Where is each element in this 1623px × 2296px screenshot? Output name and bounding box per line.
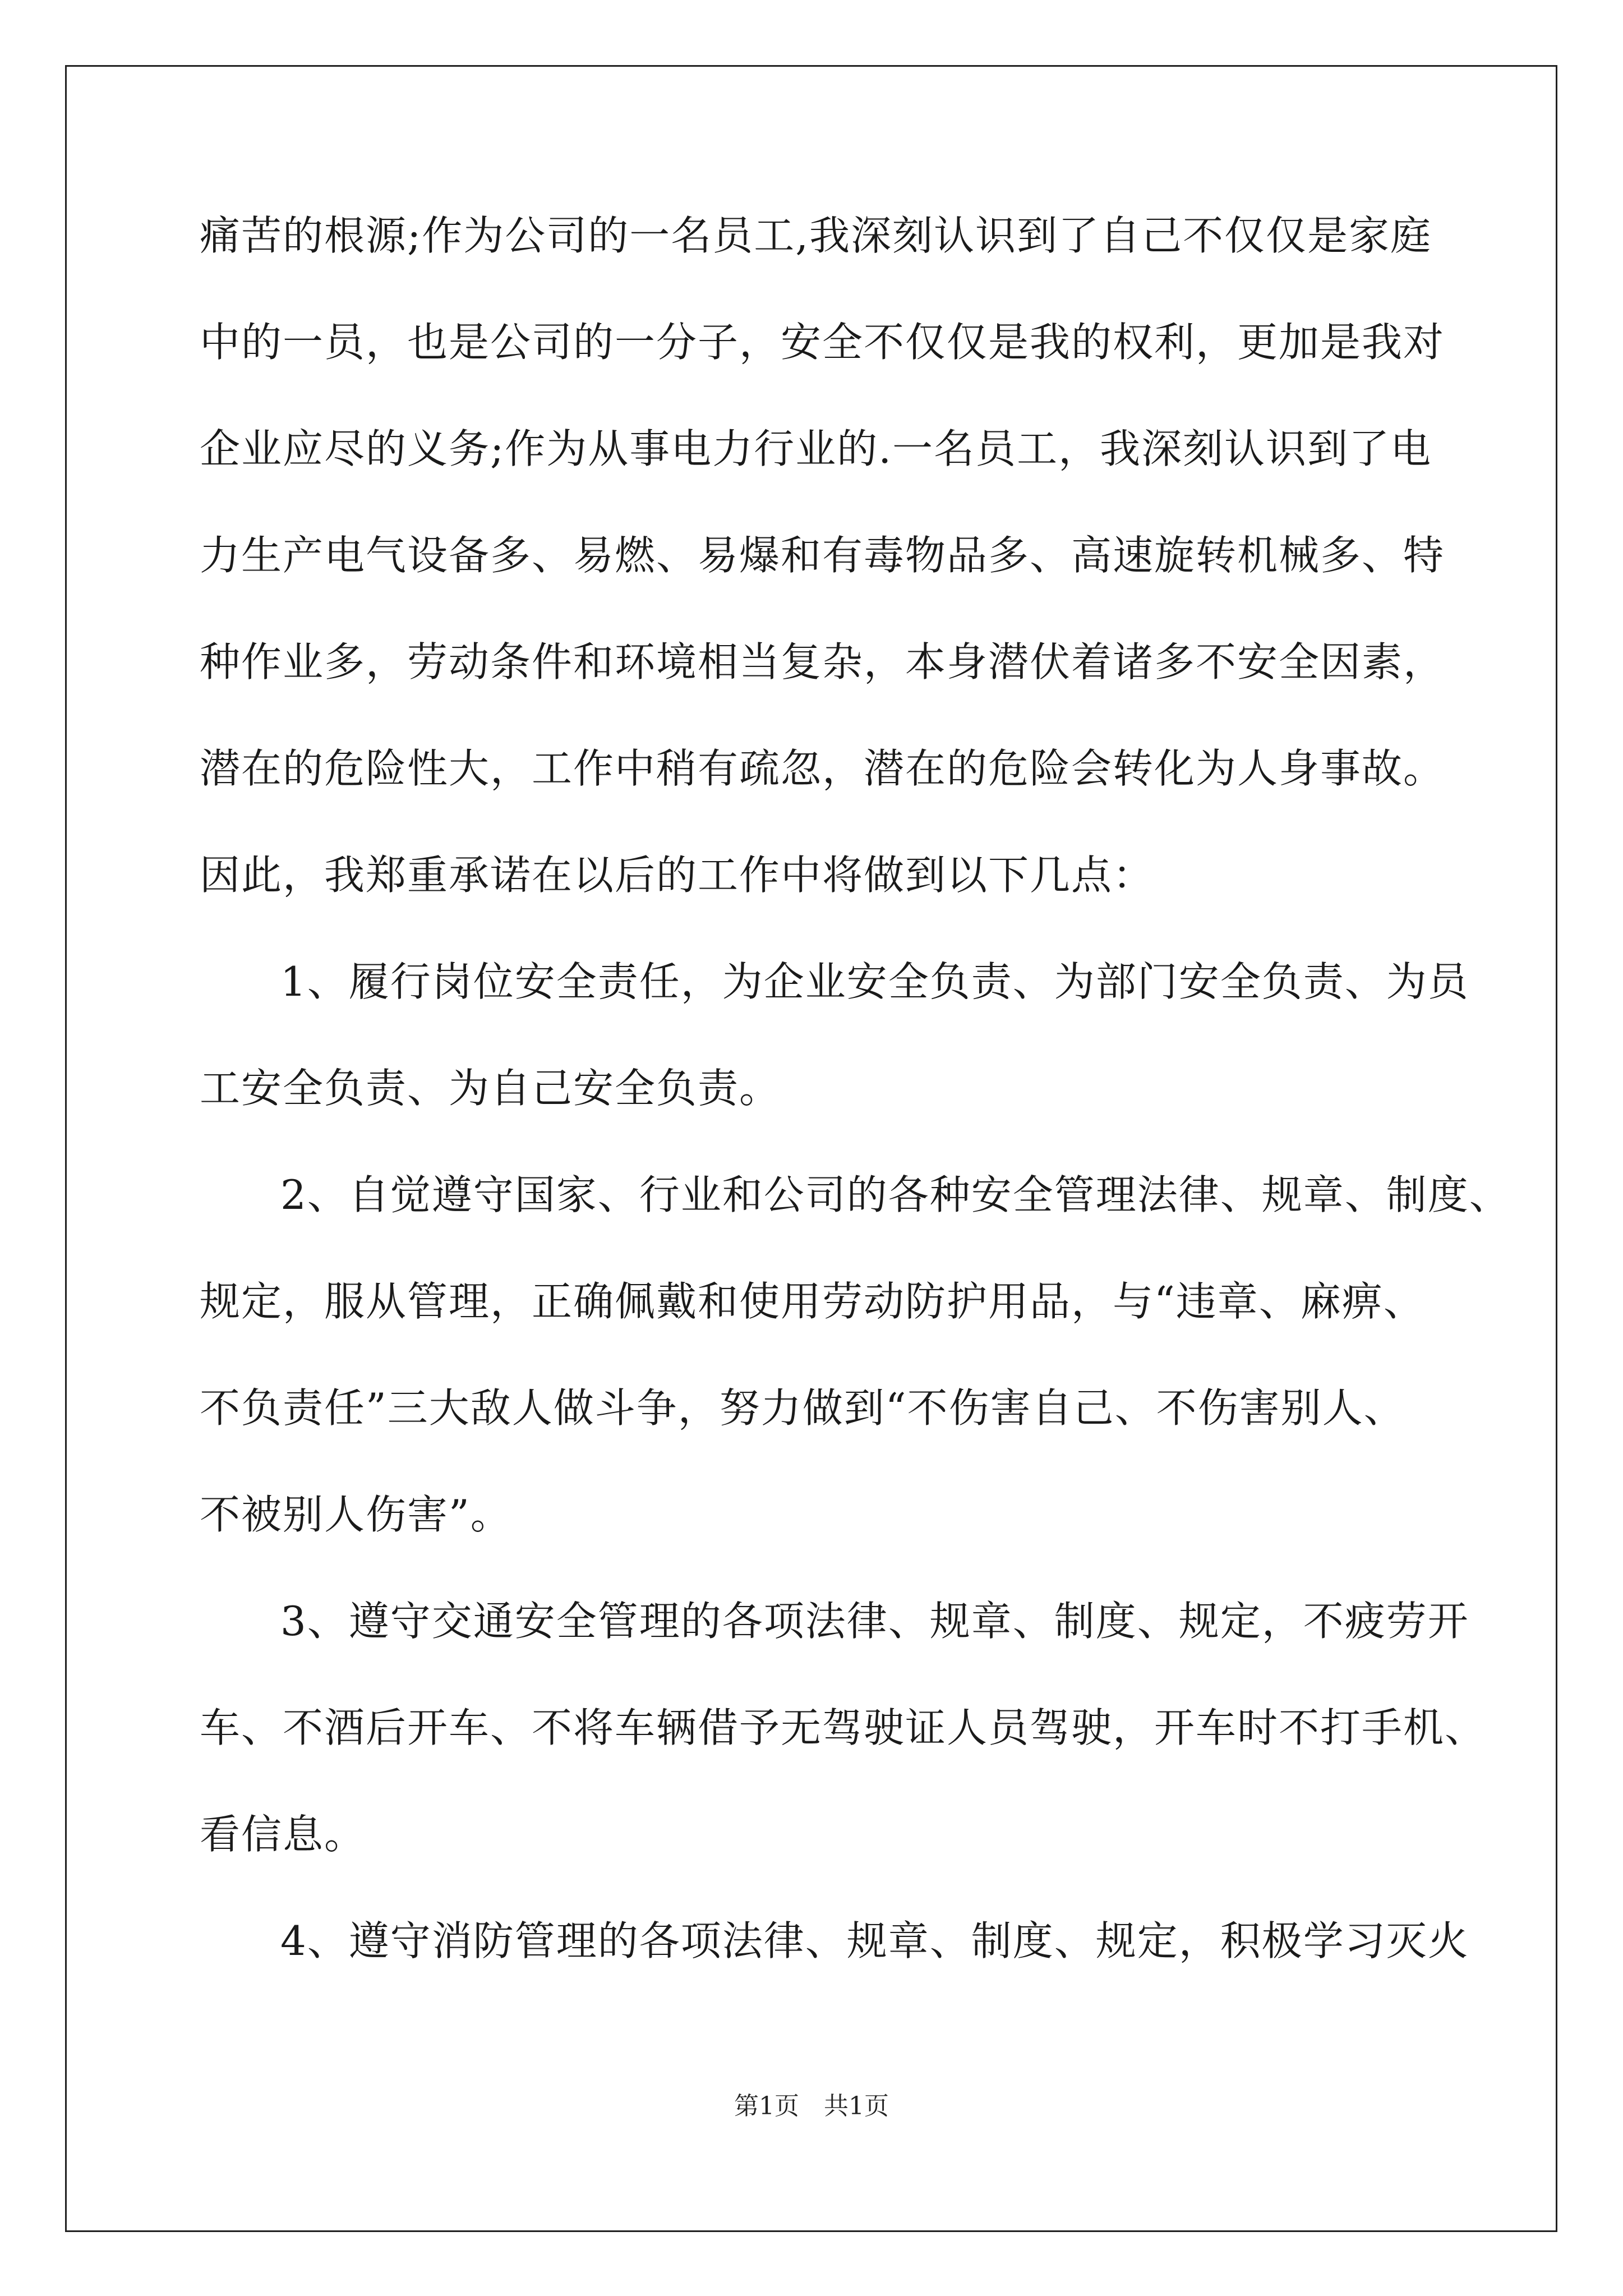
- text-line: 看信息。: [200, 1811, 366, 1858]
- text-line: 不负责任”三大敌人做斗争，努力做到“不伤害自己、不伤害别人、: [200, 1384, 1405, 1432]
- page-number-footer: 第1页 共1页: [734, 2092, 889, 2120]
- text-line: 工安全负责、为自己安全负责。: [200, 1065, 781, 1112]
- text-line: 潜在的危险性大，工作中稍有疏忽，潜在的危险会转化为人身事故。: [200, 745, 1445, 792]
- text-line: 3、遵守交通安全管理的各项法律、规章、制度、规定，不疲劳开: [280, 1598, 1469, 1645]
- text-line: 中的一员，也是公司的一分子，安全不仅仅是我的权利，更加是我对: [200, 319, 1445, 366]
- text-line: 因此，我郑重承诺在以后的工作中将做到以下几点：: [200, 852, 1155, 899]
- text-line: 车、不酒后开车、不将车辆借予无驾驶证人员驾驶，开车时不打手机、: [200, 1704, 1487, 1751]
- text-line: 1、履行岗位安全责任，为企业安全负责、为部门安全负责、为员: [280, 958, 1469, 1005]
- text-line: 不被别人伤害”。: [200, 1491, 512, 1538]
- text-line: 种作业多，劳动条件和环境相当复杂，本身潜伏着诸多不安全因素，: [200, 638, 1445, 685]
- text-line: 2、自觉遵守国家、行业和公司的各种安全管理法律、规章、制度、: [280, 1171, 1511, 1218]
- text-line: 规定，服从管理，正确佩戴和使用劳动防护用品，与“违章、麻痹、: [200, 1278, 1425, 1325]
- text-line: 痛苦的根源;作为公司的一名员工,我深刻认识到了自己不仅仅是家庭: [200, 212, 1432, 259]
- text-line: 4、遵守消防管理的各项法律、规章、制度、规定，积极学习灭火: [280, 1917, 1469, 1964]
- text-line: 企业应尽的义务;作为从事电力行业的.一名员工，我深刻认识到了电: [200, 425, 1432, 472]
- text-line: 力生产电气设备多、易燃、易爆和有毒物品多、高速旋转机械多、特: [200, 532, 1445, 579]
